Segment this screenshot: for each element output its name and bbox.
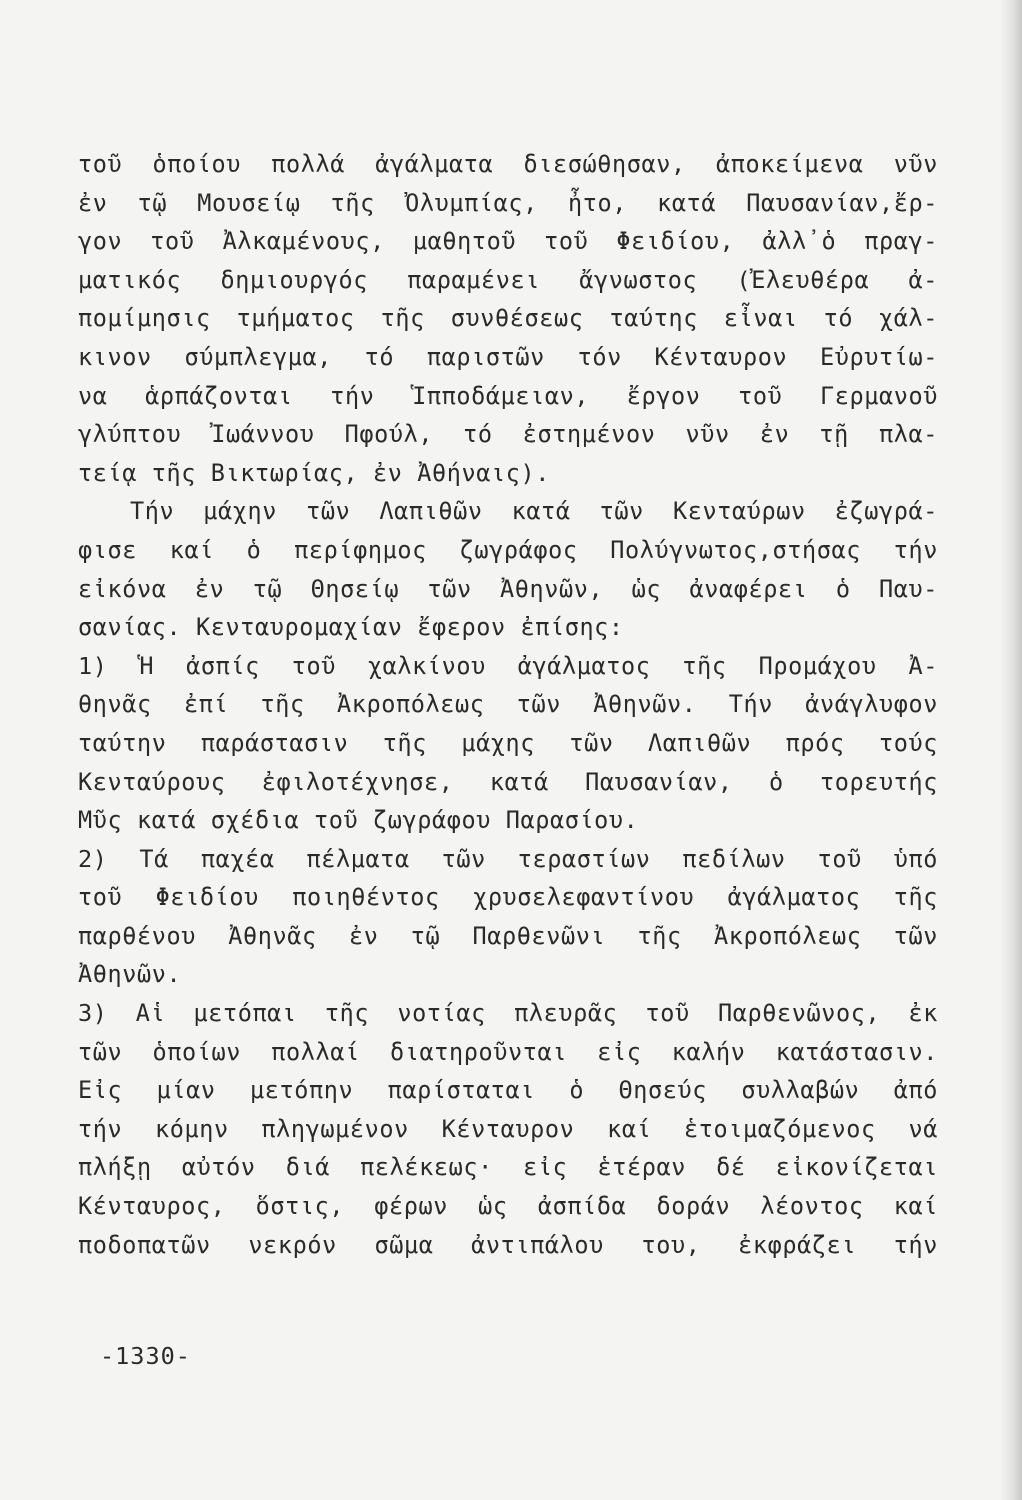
text-line: εἰκόνα ἐν τῷ Θησείῳ τῶν Ἀθηνῶν, ὡς ἀναφέρει ὁ Παυ-	[78, 574, 938, 603]
page-edge-shadow	[1000, 0, 1022, 1500]
text-line: τήν κόμην πληγωμένον Κένταυρον καί ἑτοιμαζόμενος νά	[78, 1114, 938, 1143]
text-line: ματικός δημιουργός παραμένει ἄγνωστος (Ἐλευθέρα ἀ-	[78, 265, 938, 294]
text-line: φισε καί ὁ περίφημος ζωγράφος Πολύγνωτος,στήσας τήν	[78, 535, 938, 564]
text-line: 2) Τά παχέα πέλματα τῶν τεραστίων πεδίλων τοῦ ὑπό	[78, 844, 938, 873]
text-line: Τήν μάχην τῶν Λαπιθῶν κατά τῶν Κενταύρων ἐζωγρά-	[130, 497, 938, 526]
text-line: τοῦ Φειδίου ποιηθέντος χρυσελεφαντίνου ἀγάλματος τῆς	[78, 883, 938, 912]
text-line: να ἁρπάζονται τήν Ἱπποδάμειαν, ἔργον τοῦ Γερμανοῦ	[78, 381, 938, 410]
text-line: Κένταυρος, ὅστις, φέρων ὡς ἀσπίδα δοράν λέοντος καί	[78, 1192, 938, 1221]
text-line: πλήξῃ αὐτόν διά πελέκεως· εἰς ἑτέραν δέ εἰκονίζεται	[78, 1153, 938, 1182]
text-line: 3) Αἱ μετόπαι τῆς νοτίας πλευρᾶς τοῦ Παρθενῶνος, ἐκ	[78, 999, 938, 1028]
text-line: σανίας. Κενταυρομαχίαν ἔφερον ἐπίσης:	[78, 613, 624, 642]
text-line: τοῦ ὁποίου πολλά ἀγάλματα διεσώθησαν, ἀποκείμενα νῦν	[78, 150, 938, 178]
text-line: Εἰς μίαν μετόπην παρίσταται ὁ Θησεύς συλλαβών ἀπό	[78, 1076, 938, 1105]
text-line: Κενταύρους ἐφιλοτέχνησε, κατά Παυσανίαν, ὁ τορευτής	[78, 767, 938, 796]
page-number: -1330-	[100, 1342, 191, 1370]
text-line: 1) Ἡ ἀσπίς τοῦ χαλκίνου ἀγάλματος τῆς Προμάχου Ἀ-	[78, 651, 938, 680]
text-line: παρθένου Ἀθηνᾶς ἐν τῷ Παρθενῶνι τῆς Ἀκροπόλεως τῶν	[78, 921, 938, 950]
text-line: κινον σύμπλεγμα, τό παριστῶν τόν Κένταυρον Εὐρυτίω-	[78, 342, 938, 371]
text-line: πομίμησις τμήματος τῆς συνθέσεως ταύτης εἶναι τό χάλ-	[78, 304, 938, 333]
text-line: γον τοῦ Ἀλκαμένους, μαθητοῦ τοῦ Φειδίου, ἀλλ᾽ὁ πραγ-	[78, 227, 938, 256]
text-line: ἐν τῷ Μουσείῳ τῆς Ὀλυμπίας, ἦτο, κατά Παυσανίαν,ἔρ-	[78, 188, 938, 217]
text-line: τείᾳ τῆς Βικτωρίας, ἐν Ἀθήναις).	[78, 458, 550, 487]
text-line: Ἀθηνῶν.	[78, 960, 182, 989]
text-line: γλύπτου Ἰωάννου Πφούλ, τό ἐστημένον νῦν ἐν τῇ πλα-	[78, 420, 938, 449]
text-line: ταύτην παράστασιν τῆς μάχης τῶν Λαπιθῶν πρός τούς	[78, 728, 938, 757]
text-line: Μῦς κατά σχέδια τοῦ ζωγράφου Παρασίου.	[78, 806, 639, 835]
text-line: θηνᾶς ἐπί τῆς Ἀκροπόλεως τῶν Ἀθηνῶν. Τήν ἀνάγλυφον	[78, 690, 938, 719]
body-text	[78, 145, 938, 1264]
text-line: ποδοπατῶν νεκρόν σῶμα ἀντιπάλου του, ἐκφράζει τήν	[78, 1230, 938, 1259]
text-line: τῶν ὁποίων πολλαί διατηροῦνται εἰς καλήν κατάστασιν.	[78, 1037, 938, 1066]
